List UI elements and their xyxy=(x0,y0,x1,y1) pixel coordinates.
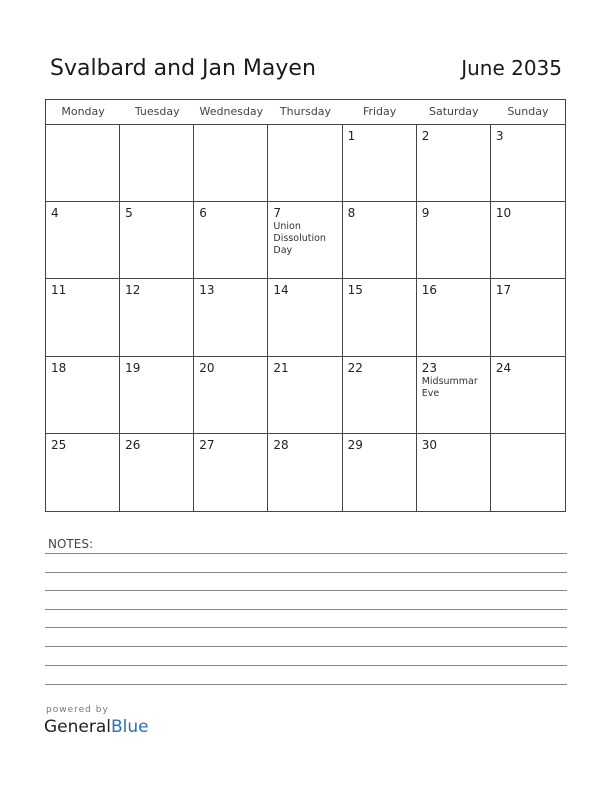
day-number: 22 xyxy=(347,360,363,375)
day-cell xyxy=(343,279,417,355)
note-line xyxy=(45,572,567,573)
day-number: 2 xyxy=(421,129,430,143)
day-number: 6 xyxy=(199,206,207,221)
day-number: 13 xyxy=(199,283,215,298)
day-number: 26 xyxy=(125,437,141,452)
day-cell xyxy=(194,357,268,433)
day-cell xyxy=(343,434,417,511)
holiday-event: Midsummar Eve xyxy=(421,375,478,399)
day-number: 21 xyxy=(273,360,289,375)
day-number: 16 xyxy=(421,283,437,298)
day-cell xyxy=(268,357,342,433)
day-cell xyxy=(120,202,194,278)
weekday-label: Friday xyxy=(362,105,397,118)
day-cell xyxy=(491,434,565,511)
day-number: 18 xyxy=(51,360,67,375)
day-number: 27 xyxy=(199,437,215,452)
day-number: 11 xyxy=(51,283,67,298)
day-cell xyxy=(417,202,491,278)
day-number: 23 xyxy=(421,360,437,375)
brand-general: General xyxy=(44,717,111,737)
day-cell xyxy=(268,279,342,355)
day-cell xyxy=(343,357,417,433)
note-line xyxy=(45,665,567,666)
day-cell xyxy=(46,357,120,433)
day-cell xyxy=(491,357,565,433)
note-line xyxy=(45,627,567,628)
note-line xyxy=(45,590,567,591)
powered-by-text: powered by xyxy=(46,705,109,715)
day-number: 29 xyxy=(347,437,363,452)
day-cell xyxy=(343,125,417,201)
day-cell xyxy=(194,125,268,201)
day-cell xyxy=(194,279,268,355)
day-cell xyxy=(194,202,268,278)
day-cell xyxy=(417,434,491,511)
day-cell xyxy=(491,279,565,355)
day-cell xyxy=(120,125,194,201)
day-number: 5 xyxy=(125,206,133,221)
weekday-header xyxy=(46,100,565,125)
day-number: 20 xyxy=(199,360,215,375)
day-cell xyxy=(417,125,491,201)
holiday-event: Union Dissolution Day xyxy=(273,221,326,257)
day-cell xyxy=(491,125,565,201)
week-row xyxy=(46,125,565,202)
day-number: 1 xyxy=(347,129,356,143)
day-cell xyxy=(343,202,417,278)
day-cell xyxy=(491,202,565,278)
weekday-label: Sunday xyxy=(507,105,549,118)
week-row xyxy=(46,279,565,356)
weekday-label: Wednesday xyxy=(199,105,264,118)
day-number: 3 xyxy=(495,129,504,143)
day-number: 15 xyxy=(347,283,363,298)
day-cell xyxy=(268,202,342,278)
day-number: 19 xyxy=(125,360,141,375)
day-cell xyxy=(46,202,120,278)
day-cell xyxy=(46,434,120,511)
day-cell xyxy=(46,279,120,355)
day-number: 9 xyxy=(421,206,430,221)
day-number: 14 xyxy=(273,283,289,298)
month-year: June 2035 xyxy=(461,56,562,80)
day-cell xyxy=(417,279,491,355)
day-cell xyxy=(268,125,342,201)
day-number: 10 xyxy=(495,206,512,221)
notes-label: NOTES: xyxy=(48,537,93,551)
note-line xyxy=(45,553,567,554)
week-row xyxy=(46,357,565,434)
weekday-label: Monday xyxy=(61,105,105,118)
note-line xyxy=(45,684,567,685)
weekday-label: Thursday xyxy=(279,105,332,118)
calendar-grid xyxy=(45,99,566,512)
day-cell xyxy=(120,357,194,433)
day-number: 4 xyxy=(51,206,59,221)
day-number: 8 xyxy=(347,206,356,221)
weekday-label: Tuesday xyxy=(134,105,180,118)
calendar-title: Svalbard and Jan Mayen xyxy=(50,56,316,81)
note-line xyxy=(45,646,567,647)
day-number: 7 xyxy=(273,206,282,221)
week-row xyxy=(46,434,565,511)
day-cell xyxy=(417,357,491,433)
day-number: 28 xyxy=(273,437,289,452)
brand-logo xyxy=(44,717,149,737)
calendar-weeks xyxy=(46,125,565,511)
weekday-label: Saturday xyxy=(428,105,479,118)
day-number: 25 xyxy=(51,437,67,452)
week-row xyxy=(46,202,565,279)
day-number: 24 xyxy=(495,360,512,375)
day-cell xyxy=(268,434,342,511)
day-cell xyxy=(46,125,120,201)
day-cell xyxy=(194,434,268,511)
note-line xyxy=(45,609,567,610)
day-cell xyxy=(120,279,194,355)
brand-blue: Blue xyxy=(111,717,149,737)
day-cell xyxy=(120,434,194,511)
day-number: 30 xyxy=(421,437,437,452)
day-number: 12 xyxy=(125,283,141,298)
day-number: 17 xyxy=(495,283,512,298)
